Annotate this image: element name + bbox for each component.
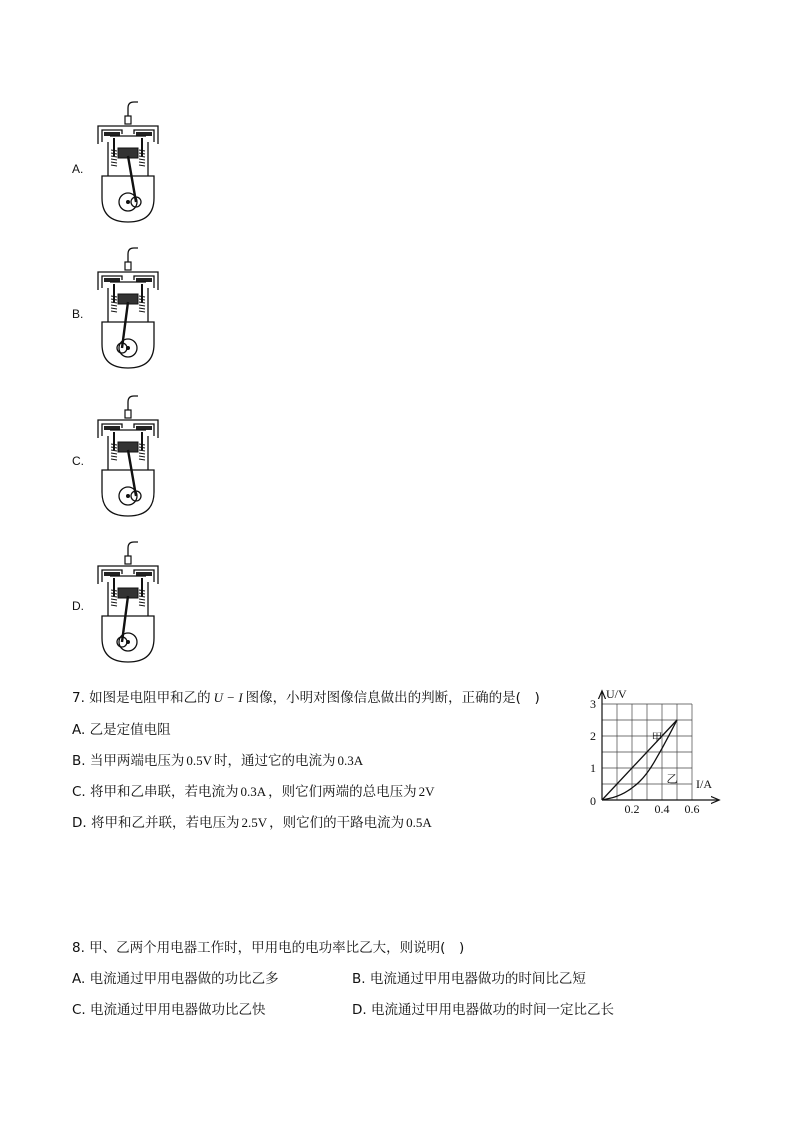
spark-plug-base <box>125 556 131 564</box>
valve-spring-coil <box>111 299 117 300</box>
valve-spring-coil <box>111 450 117 451</box>
q8-stem: 8. 甲、乙两个用电器工作时，甲用电的电功率比乙大，则说明( ) <box>72 940 465 956</box>
valve-spring-coil <box>111 162 117 163</box>
text: ，则它们两端的总电压为 <box>268 784 417 800</box>
valve-spring-coil <box>139 159 145 160</box>
q7-stem-text: 7. 如图是电阻甲和乙的 <box>72 690 211 706</box>
q8-option-d: D. 电流通过甲用电器做功的时间一定比乙长 <box>352 1002 614 1018</box>
q7-stem-math: U − I <box>213 690 243 705</box>
crankcase <box>102 176 154 222</box>
valve-spring-coil <box>111 447 117 448</box>
connecting-rod <box>128 156 136 202</box>
valve-spring-coil <box>139 590 145 591</box>
valve-spring-coil <box>139 299 145 300</box>
crankcase <box>102 616 154 662</box>
valve-spring-coil <box>111 159 117 160</box>
valve-spring-coil <box>111 150 117 151</box>
crank-center <box>126 640 130 644</box>
crank-center <box>126 346 130 350</box>
connecting-rod <box>128 450 136 496</box>
engine-diagram-a <box>92 98 164 226</box>
valve-spring-coil <box>139 605 145 606</box>
series-yi-label: 乙 <box>666 772 678 786</box>
x-tick-label: 0.6 <box>684 802 700 816</box>
valve-spring-coil <box>111 296 117 297</box>
valve-spring-coil <box>139 302 145 303</box>
text: D. 将甲和乙并联，若电压为 <box>72 815 240 831</box>
valve-spring-coil <box>111 156 117 157</box>
engine-diagram-b <box>92 244 164 372</box>
valve-spring-coil <box>111 593 117 594</box>
valve-spring-coil <box>111 459 117 460</box>
u-i-chart <box>588 686 724 816</box>
valve-spring-coil <box>139 456 145 457</box>
math-current: 0.3A <box>240 784 267 799</box>
valve-spring-coil <box>111 311 117 312</box>
series-jia-line <box>602 720 677 800</box>
y-tick-label: 3 <box>590 697 596 711</box>
valve-spring-coil <box>139 150 145 151</box>
math-current: 0.3A <box>337 753 364 768</box>
crankcase <box>102 470 154 516</box>
math-voltage: 0.5V <box>186 753 212 768</box>
valve-spring-coil <box>111 590 117 591</box>
valve-spring-coil <box>111 596 117 597</box>
valve-spring-coil <box>139 165 145 166</box>
valve-spring-coil <box>139 599 145 600</box>
y-tick-label: 1 <box>590 761 596 775</box>
valve-spring-coil <box>139 602 145 603</box>
math-voltage: 2V <box>418 784 435 799</box>
q8-option-a: A. 电流通过甲用电器做的功比乙多 <box>72 971 279 987</box>
option-label: D. <box>72 599 84 613</box>
valve-spring-coil <box>139 305 145 306</box>
q8-option-c: C. 电流通过甲用电器做功比乙快 <box>72 1002 266 1018</box>
spark-plug-base <box>125 116 131 124</box>
engine-diagram-d <box>92 538 164 666</box>
q7-stem <box>72 686 540 706</box>
valve-spring-coil <box>111 605 117 606</box>
y-tick-label: 2 <box>590 729 596 743</box>
valve-spring-coil <box>139 450 145 451</box>
option-label: C. <box>72 454 84 468</box>
valve-spring-coil <box>139 308 145 309</box>
valve-spring-coil <box>111 453 117 454</box>
valve-spring-coil <box>139 311 145 312</box>
text: B. 当甲两端电压为 <box>72 753 185 769</box>
valve-spring-coil <box>139 593 145 594</box>
series-jia-label: 甲 <box>651 730 663 744</box>
option-label: A. <box>72 162 84 176</box>
valve-spring-coil <box>139 453 145 454</box>
q7-stem-text-2: 图像，小明对图像信息做出的判断，正确的是( ) <box>245 690 540 706</box>
x-tick-label: 0.4 <box>654 802 670 816</box>
math-voltage: 2.5V <box>241 815 268 830</box>
origin-label: 0 <box>590 794 596 808</box>
option-label: B. <box>72 307 84 321</box>
valve-spring-coil <box>139 596 145 597</box>
q8-option-b: B. 电流通过甲用电器做功的时间比乙短 <box>352 971 586 987</box>
spark-plug-base <box>125 410 131 418</box>
valve-spring-coil <box>111 308 117 309</box>
math-current: 0.5A <box>406 815 432 830</box>
chart-series <box>602 720 677 800</box>
crankcase <box>102 322 154 368</box>
q7-option-c <box>72 780 435 800</box>
valve-spring-coil <box>111 444 117 445</box>
valve-spring-coil <box>139 162 145 163</box>
valve-spring-coil <box>139 153 145 154</box>
valve-spring-coil <box>111 165 117 166</box>
valve-spring-coil <box>111 153 117 154</box>
q7-option-b <box>72 749 363 769</box>
crank-center <box>126 200 130 204</box>
q7-option-a: A. 乙是定值电阻 <box>72 722 171 738</box>
valve-spring-coil <box>139 156 145 157</box>
spark-plug-base <box>125 262 131 270</box>
chart-labels <box>590 687 712 816</box>
valve-spring-coil <box>139 459 145 460</box>
valve-spring-coil <box>111 599 117 600</box>
valve-spring-coil <box>139 447 145 448</box>
x-tick-label: 0.2 <box>624 802 640 816</box>
text: 时，通过它的电流为 <box>214 753 336 769</box>
engine-diagram-c <box>92 392 164 520</box>
valve-spring-coil <box>111 305 117 306</box>
valve-spring-coil <box>111 302 117 303</box>
text: ，则它们的干路电流为 <box>269 815 405 831</box>
y-axis-label: U/V <box>606 687 627 701</box>
valve-spring-coil <box>111 456 117 457</box>
text: C. 将甲和乙串联，若电流为 <box>72 784 239 800</box>
valve-spring-coil <box>111 602 117 603</box>
x-axis-label: I/A <box>696 777 712 791</box>
valve-spring-coil <box>139 444 145 445</box>
q7-option-d <box>72 811 432 831</box>
crank-center <box>126 494 130 498</box>
valve-spring-coil <box>139 296 145 297</box>
